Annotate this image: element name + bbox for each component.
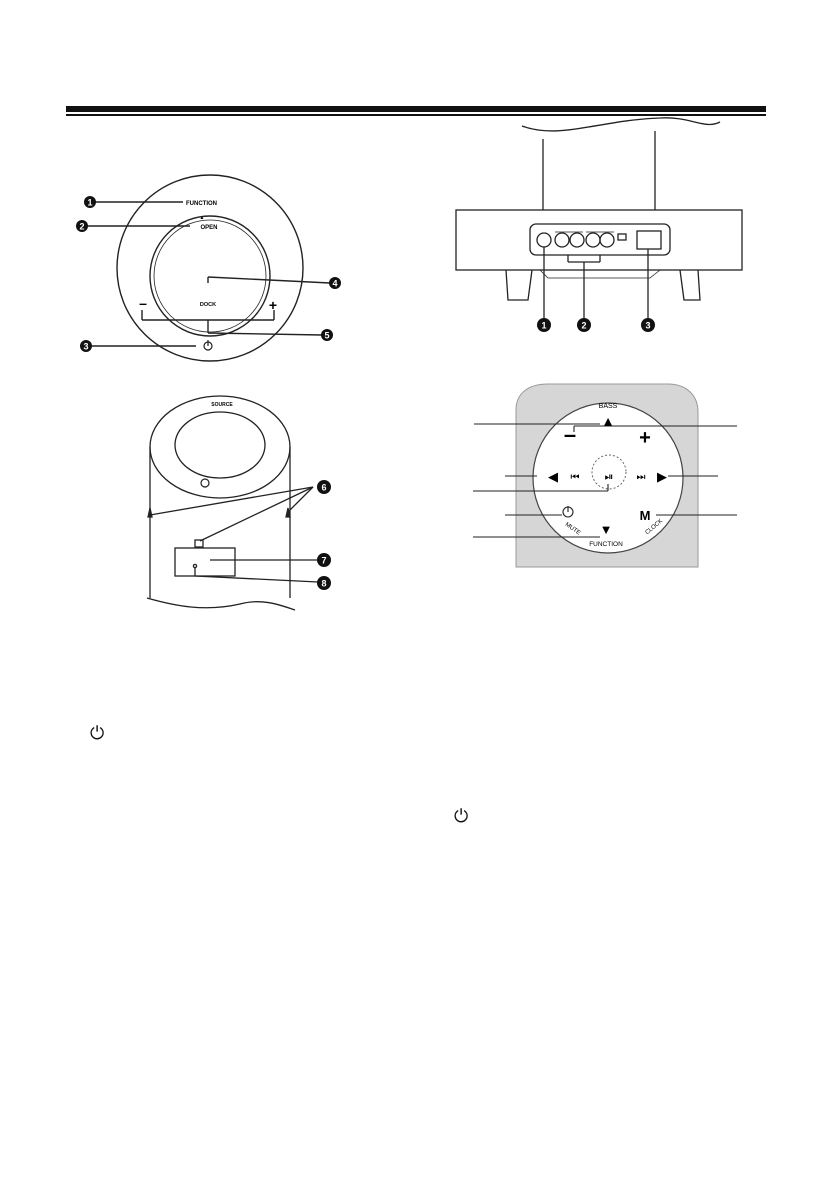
callout-6: 6 [321, 482, 327, 493]
open-arrow-icon: ▲ [199, 215, 205, 221]
source-label: SOURCE [211, 402, 233, 408]
rear-callout-1: 1 [541, 320, 547, 331]
rear-callout-2: 2 [581, 320, 587, 331]
function-down-icon[interactable]: ▼ [599, 522, 613, 537]
dock-label: DOCK [199, 302, 217, 308]
clock-label: CLOCK [644, 518, 665, 537]
rear-callout-3: 3 [645, 320, 651, 331]
open-label: OPEN [200, 225, 218, 231]
left-arrow-icon[interactable]: ◀ [548, 469, 558, 484]
right-arrow-icon[interactable]: ▶ [657, 469, 667, 484]
callout-8: 8 [321, 578, 327, 589]
power-icon: ⏻ [90, 723, 105, 744]
remote-function-label: FUNCTION [589, 541, 623, 548]
callout-2-top: 2 [79, 221, 85, 232]
bass-label: BASS [598, 403, 618, 410]
play-pause-icon[interactable]: ⏯ [604, 471, 614, 483]
remote-plus-button[interactable]: + [639, 427, 651, 449]
prev-track-icon[interactable]: ⏮ [570, 472, 580, 483]
callout-3-top: 3 [83, 341, 89, 352]
callout-5-top: 5 [324, 330, 330, 341]
plus-label: + [268, 297, 278, 313]
bass-up-icon[interactable]: ▲ [601, 413, 615, 429]
next-track-icon[interactable]: ⏭ [636, 472, 646, 483]
remote-minus-button[interactable]: – [563, 422, 577, 447]
callout-4-top: 4 [332, 278, 338, 289]
minus-label: – [139, 295, 147, 311]
callout-1-top: 1 [87, 197, 93, 208]
power-icon: ⏻ [454, 806, 469, 827]
remote-m-button[interactable]: M [639, 508, 651, 523]
function-label: FUNCTION [186, 201, 217, 207]
mute-label: MUTE [563, 521, 582, 537]
callout-7: 7 [321, 555, 327, 566]
